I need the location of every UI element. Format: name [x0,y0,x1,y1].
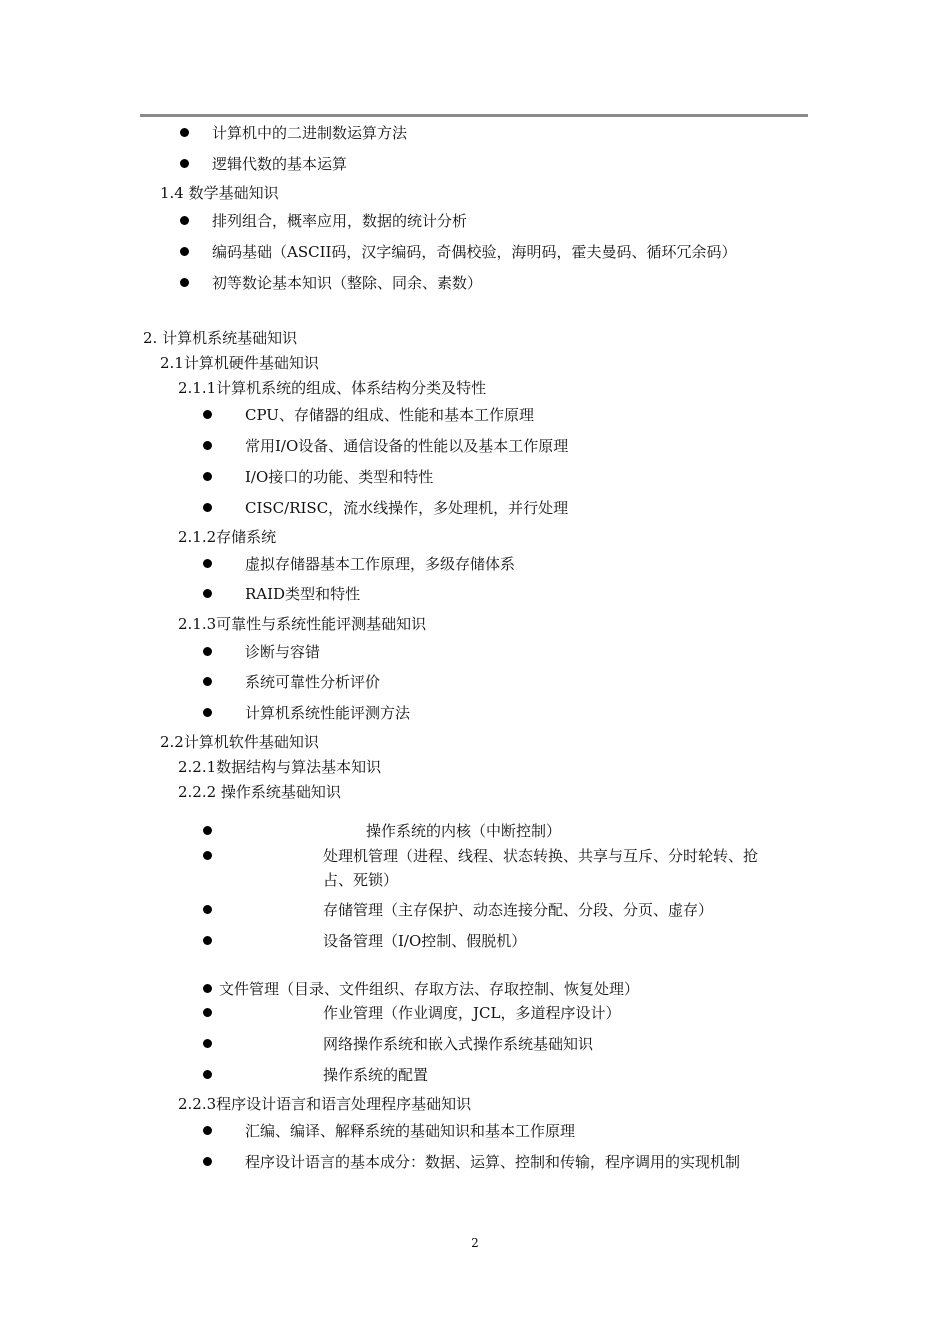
list-item-text: 初等数论基本知识（整除、同余、素数） [212,274,483,292]
section-heading: 2.1.1计算机系统的组成、体系结构分类及特性 [178,379,487,397]
bullet-icon [203,905,212,914]
bullet-icon [203,984,212,993]
bullet-icon [203,1039,212,1048]
bullet-icon [203,1008,212,1017]
bullet-icon [203,647,212,656]
list-item-text: 诊断与容错 [245,643,321,661]
list-item-text: 操作系统的配置 [323,1066,429,1084]
list-item-text: 设备管理（I/O控制、假脱机） [323,932,527,950]
list-item-text: RAID类型和特性 [245,585,361,603]
section-heading: 2.1计算机硬件基础知识 [160,354,319,372]
section-heading: 2. 计算机系统基础知识 [143,329,298,347]
section-heading: 2.2.1数据结构与算法基本知识 [178,758,382,776]
bullet-icon [180,128,189,137]
list-item-text: 文件管理（目录、文件组织、存取方法、存取控制、恢复处理） [219,980,640,998]
section-heading: 2.2.3程序设计语言和语言处理程序基础知识 [178,1095,472,1113]
list-item-text: 处理机管理（进程、线程、状态转换、共享与互斥、分时轮转、抢 [323,847,759,865]
section-heading: 2.2计算机软件基础知识 [160,733,319,751]
bullet-icon [203,1157,212,1166]
list-item-text: 编码基础（ASCII码，汉字编码，奇偶校验，海明码，霍夫曼码、循环冗余码） [212,243,737,261]
list-item-text: 汇编、编译、解释系统的基础知识和基本工作原理 [245,1122,576,1140]
bullet-icon [203,472,212,481]
bullet-icon [203,708,212,717]
list-item-text: 常用I/O设备、通信设备的性能以及基本工作原理 [245,437,569,455]
section-heading: 2.1.3可靠性与系统性能评测基础知识 [178,615,427,633]
bullet-icon [203,559,212,568]
bullet-icon [203,851,212,860]
bullet-icon [203,826,212,835]
section-heading: 2.2.2 操作系统基础知识 [178,783,341,801]
bullet-icon [203,936,212,945]
list-item-text: CISC/RISC，流水线操作，多处理机，并行处理 [245,499,569,517]
list-item-text: 计算机中的二进制数运算方法 [212,124,408,142]
list-item-text: 虚拟存储器基本工作原理，多级存储体系 [245,555,516,573]
list-item-text: 系统可靠性分析评价 [245,673,381,691]
bullet-icon [203,1070,212,1079]
bullet-icon [180,159,189,168]
list-item-continuation: 占、死锁） [323,871,399,889]
bullet-icon [203,441,212,450]
list-item-text: CPU、存储器的组成、性能和基本工作原理 [245,406,534,424]
list-item-text: 排列组合，概率应用，数据的统计分析 [212,212,468,230]
page-number: 2 [471,1236,479,1250]
bullet-icon [203,410,212,419]
bullet-icon [180,278,189,287]
bullet-icon [180,247,189,256]
header-rule [140,114,808,117]
bullet-icon [203,1126,212,1135]
list-item-text: 逻辑代数的基本运算 [212,155,348,173]
list-item-text: 程序设计语言的基本成分：数据、运算、控制和传输，程序调用的实现机制 [245,1153,741,1171]
section-heading: 2.1.2存储系统 [178,528,277,546]
list-item-text: 网络操作系统和嵌入式操作系统基础知识 [323,1035,594,1053]
bullet-icon [203,589,212,598]
list-item-text: 计算机系统性能评测方法 [245,704,411,722]
list-item-text: 作业管理（作业调度，JCL，多道程序设计） [323,1004,621,1022]
bullet-icon [180,216,189,225]
list-item-text: 操作系统的内核（中断控制） [366,822,562,840]
bullet-icon [203,677,212,686]
list-item-text: I/O接口的功能、类型和特性 [245,468,434,486]
list-item-text: 存储管理（主存保护、动态连接分配、分段、分页、虚存） [323,901,714,919]
bullet-icon [203,503,212,512]
section-heading: 1.4 数学基础知识 [160,184,279,202]
